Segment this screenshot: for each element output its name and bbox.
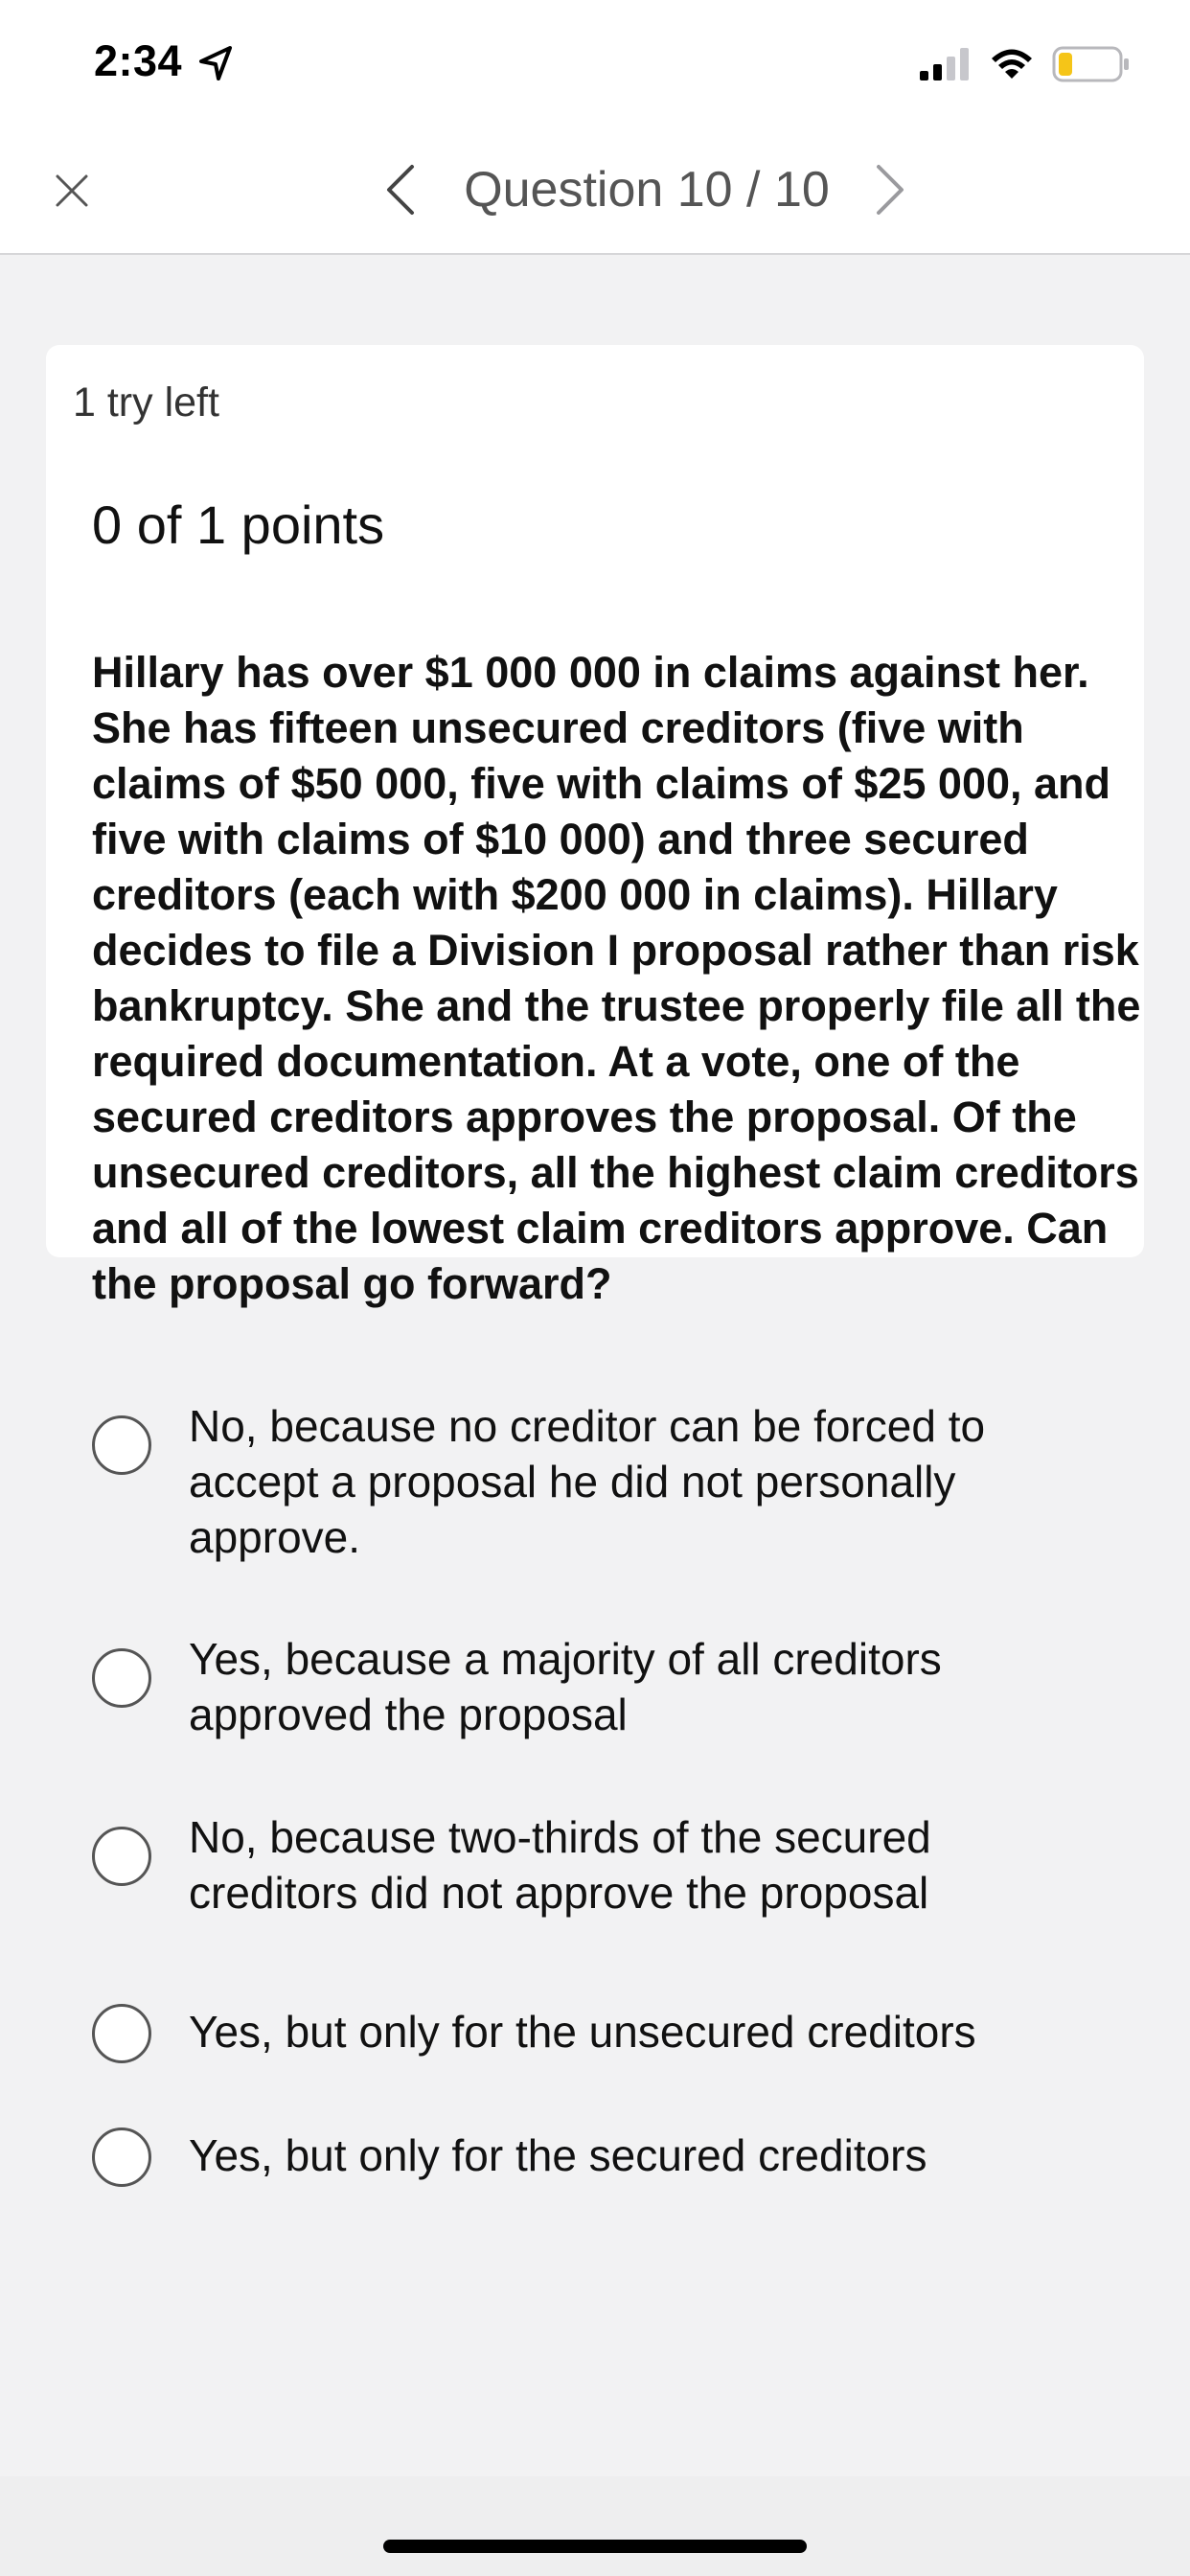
answer-option-3[interactable] xyxy=(92,1812,1127,1918)
answer-option-label: Yes, but only for the unsecured creditors xyxy=(189,2007,976,2057)
radio-button[interactable] xyxy=(92,2128,151,2187)
answer-option-2[interactable] xyxy=(92,1634,1127,1739)
question-text: Hillary has over $1 000 000 in claims against her. She has fifteen unsecured creditors (five with claims of $50 000, five with claims of $25 000, and five with claims of $10 000) and three secured creditors (each with $200 000 in claims). Hillary decides to file a Division I proposal rather than risk bankruptcy. She and the trustee properly file all the required documentation. At a vote, one of the secured creditors approves the proposal. Of the unsecured creditors, all the highest claim creditors and all of the lowest claim creditors approve. Can the proposal go forward? xyxy=(92,648,1141,1308)
bottom-safe-area xyxy=(0,2476,1190,2576)
question-card xyxy=(46,345,1144,1308)
question-counter: Question 10 / 10 xyxy=(464,162,830,218)
status-bar xyxy=(0,0,1190,126)
chevron-left-icon[interactable] xyxy=(379,159,423,220)
question-nav-bar xyxy=(0,126,1190,255)
answer-option-label: Yes, because a majority of all creditors approved the proposal xyxy=(189,1634,942,1739)
close-icon[interactable] xyxy=(48,167,96,215)
radio-button[interactable] xyxy=(92,1415,151,1475)
home-indicator[interactable] xyxy=(383,2540,807,2553)
radio-button[interactable] xyxy=(92,1827,151,1886)
cellular-signal-icon xyxy=(918,44,972,82)
radio-button[interactable] xyxy=(92,2004,151,2063)
battery-icon xyxy=(1052,45,1131,83)
answer-option-5[interactable] xyxy=(92,2128,1127,2187)
status-time: 2:34 xyxy=(94,36,183,85)
answer-option-label: Yes, but only for the secured creditors xyxy=(189,2130,927,2180)
points-label: 0 of 1 points xyxy=(92,494,385,555)
answer-option-label: No, because two-thirds of the secured creditors did not approve the proposal xyxy=(189,1812,931,1918)
wifi-icon xyxy=(989,44,1035,82)
answer-option-4[interactable] xyxy=(92,2004,1127,2063)
location-arrow-icon xyxy=(197,44,236,82)
chevron-right-icon[interactable] xyxy=(867,159,911,220)
radio-button[interactable] xyxy=(92,1648,151,1708)
tries-left: 1 try left xyxy=(73,380,219,426)
answer-option-1[interactable] xyxy=(92,1401,1127,1562)
answer-option-label: No, because no creditor can be forced to accept a proposal he did not personally approve. xyxy=(189,1401,986,1562)
